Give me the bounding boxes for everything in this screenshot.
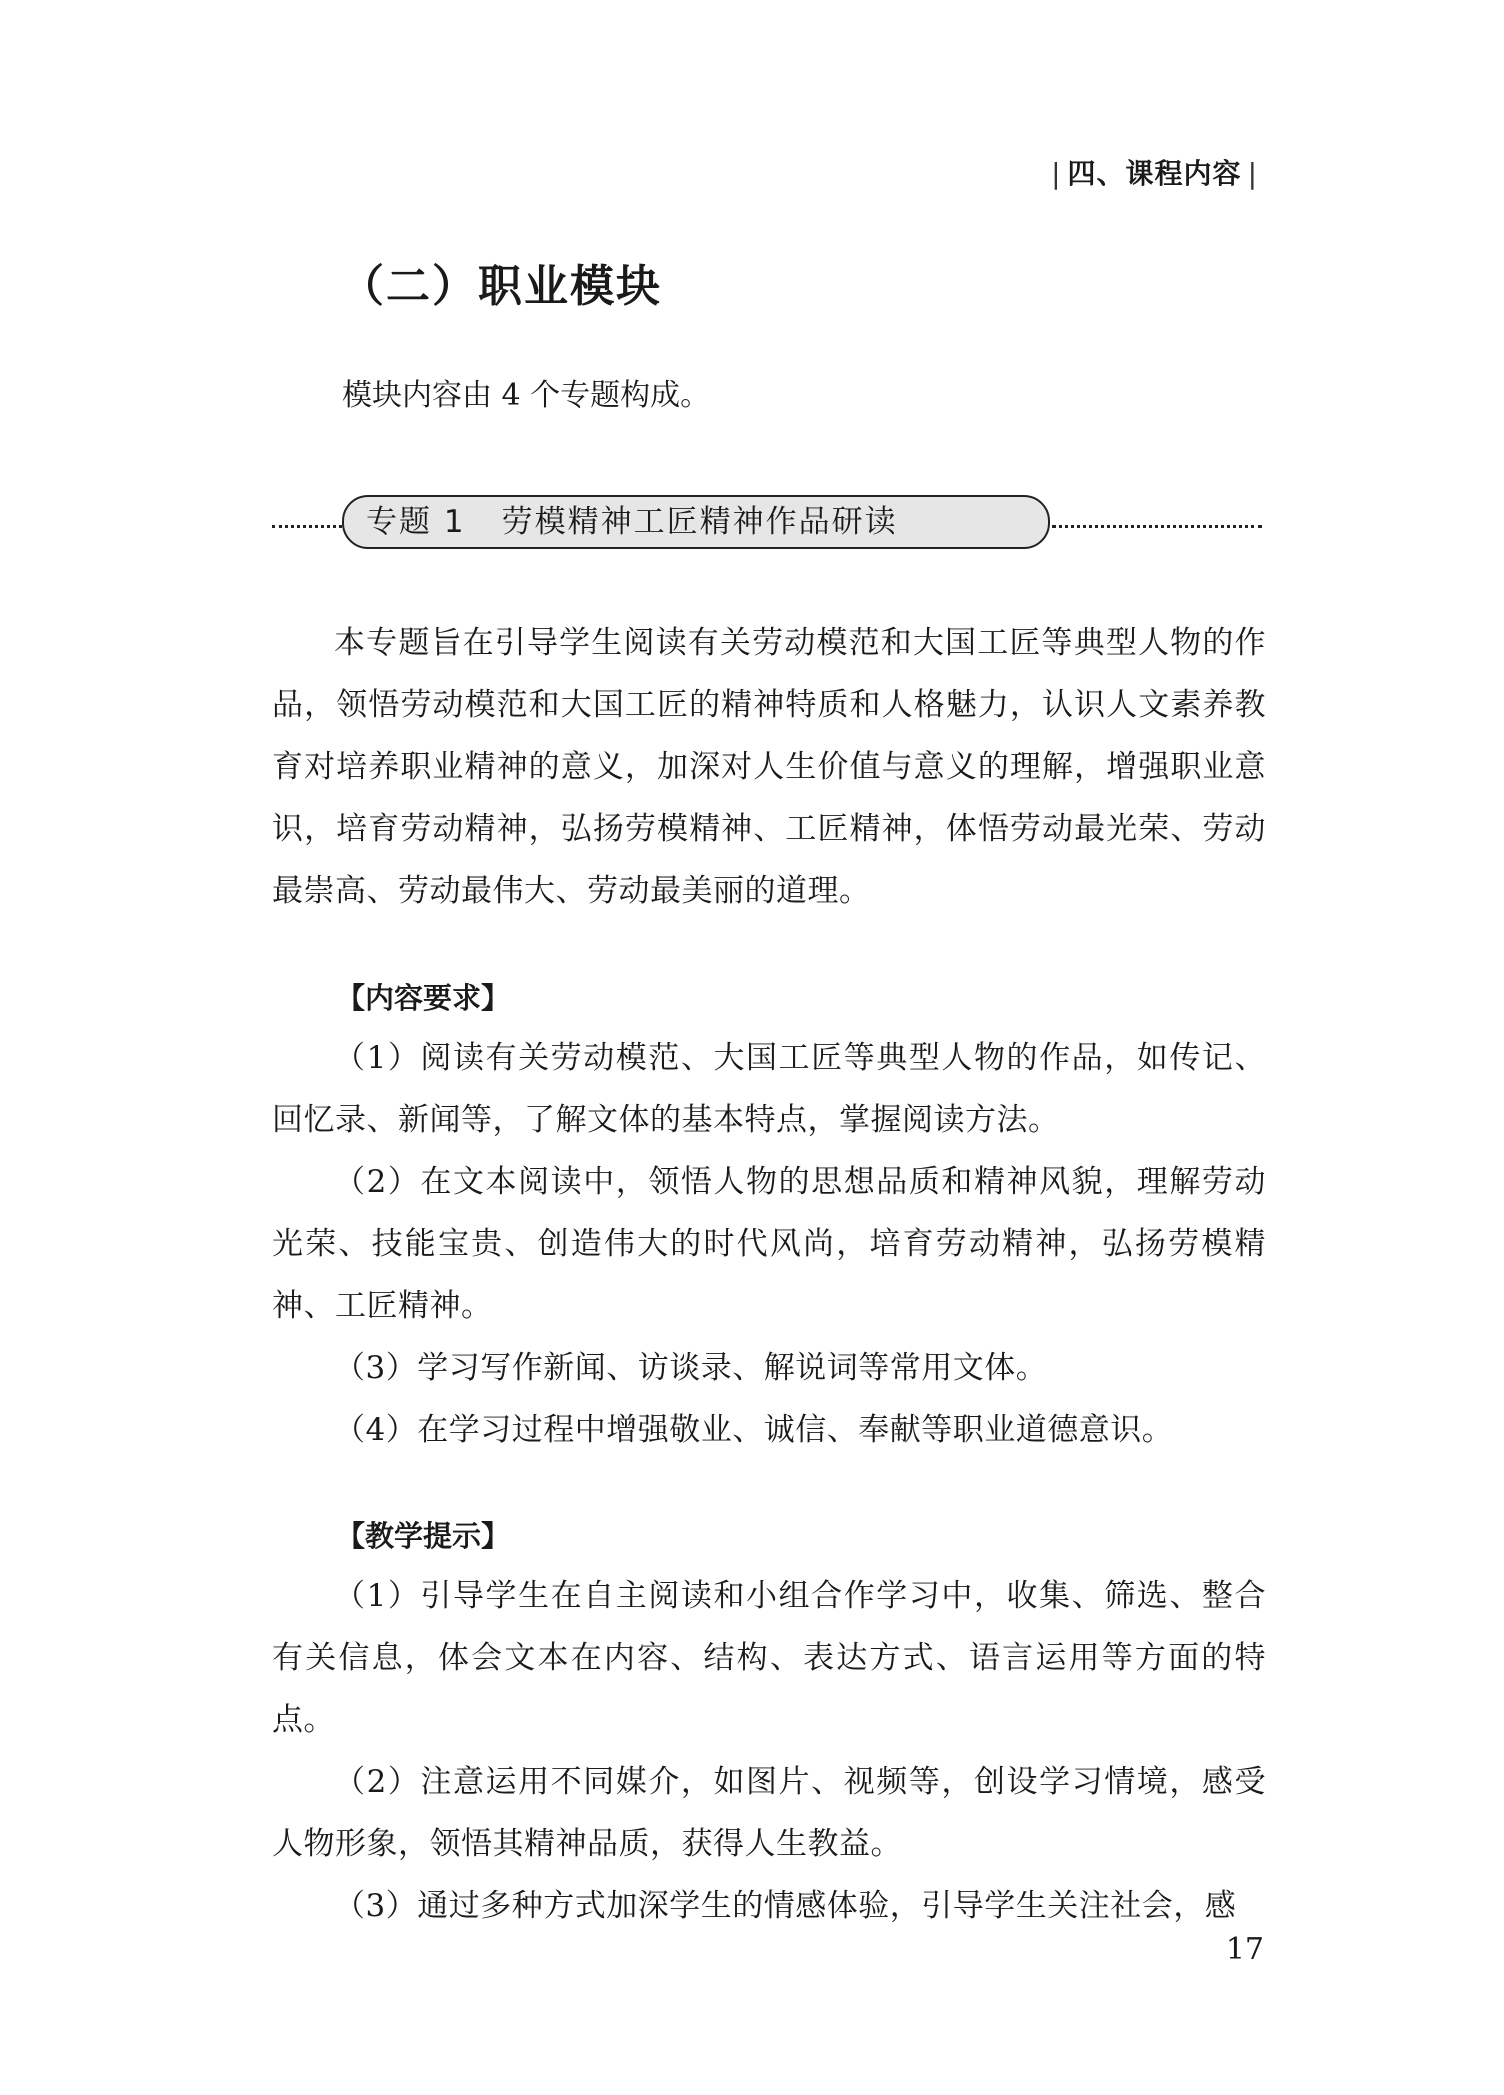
list-item: （1）阅读有关劳动模范、大国工匠等典型人物的作品，如传记、回忆录、新闻等，了解文体的基本特点，掌握阅读方法。 [272, 1040, 1266, 1138]
topic-label-box [342, 495, 1050, 549]
list-item: （2）在文本阅读中，领悟人物的思想品质和精神风貌，理解劳动光荣、技能宝贵、创造伟大的时代风尚，培育劳动精神，弘扬劳模精神、工匠精神。 [272, 1164, 1266, 1324]
section-intro: 模块内容由 4 个专题构成。 [342, 378, 711, 413]
list-item: （3）学习写作新闻、访谈录、解说词等常用文体。 [334, 1350, 1048, 1386]
content-requirements-heading: 【内容要求】 [336, 981, 511, 1015]
teaching-tips-list [272, 1565, 1266, 1937]
list-item: （1）引导学生在自主阅读和小组合作学习中，收集、筛选、整合有关信息，体会文本在内容、结构、表达方式、语言运用等方面的特点。 [272, 1578, 1266, 1738]
running-header [1045, 152, 1264, 192]
list-item: （3）通过多种方式加深学生的情感体验，引导学生关注社会，感 [334, 1888, 1237, 1924]
dotted-rule-left [272, 525, 342, 528]
list-item: （2）注意运用不同媒介，如图片、视频等，创设学习情境，感受人物形象，领悟其精神品质，获得人生教益。 [272, 1764, 1266, 1862]
page-number: 17 [1225, 1932, 1264, 1967]
topic-title: 劳模精神工匠精神作品研读 [501, 504, 898, 540]
topic-banner [272, 495, 1262, 555]
header-divider-right: | [1247, 157, 1258, 190]
topic-description [272, 612, 1266, 922]
topic-number: 专题 1 [366, 504, 466, 540]
list-item: （4）在学习过程中增强敬业、诚信、奉献等职业道德意识。 [334, 1412, 1174, 1448]
teaching-tips-heading: 【教学提示】 [336, 1519, 511, 1553]
running-title: 四、课程内容 [1067, 157, 1242, 190]
header-divider-left: | [1051, 157, 1062, 190]
content-requirements-list [272, 1027, 1266, 1461]
section-title: （二）职业模块 [340, 261, 662, 312]
description-paragraph: 本专题旨在引导学生阅读有关劳动模范和大国工匠等典型人物的作品，领悟劳动模范和大国工匠的精神特质和人格魅力，认识人文素养教育对培养职业精神的意义，加深对人生价值与意义的理解，增强职业意识，培育劳动精神，弘扬劳模精神、工匠精神，体悟劳动最光荣、劳动最崇高、劳动最伟大、劳动最美丽的道理。 [272, 625, 1266, 909]
dotted-rule-right [1052, 525, 1262, 528]
